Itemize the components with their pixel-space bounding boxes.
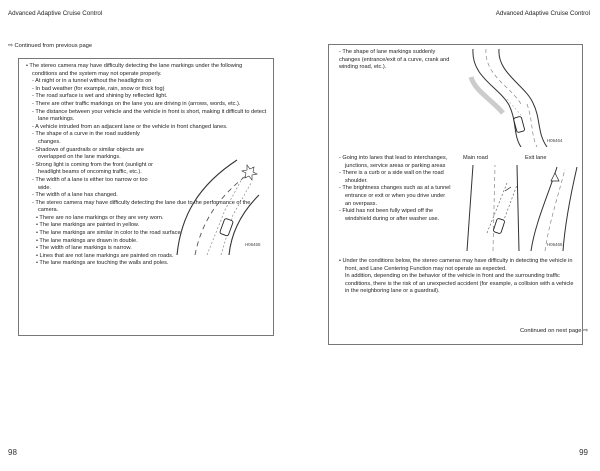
page-number-left: 98: [8, 448, 17, 457]
camera-sub-item: • The lane markings are similar in color to the road surface.: [36, 230, 183, 237]
left-notice-box: [18, 58, 274, 336]
page-number-right: 99: [579, 448, 588, 457]
figure-label-h06465: H06465: [245, 242, 261, 247]
winding-road-figure: [451, 47, 579, 147]
condition-item: - A vehicle intruded from an adjacent lane or the vehicle in front changed lanes.: [32, 123, 228, 130]
condition-item: - In bad weather (for example, rain, snow or thick fog): [32, 85, 165, 92]
right-notice-box: [328, 44, 583, 345]
continued-from-label: ⇨ Continued from previous page: [8, 43, 93, 49]
bottom-paragraph: [339, 258, 577, 296]
camera-sub-item: • The lane markings are drawn in double.: [36, 237, 138, 244]
condition-item: - The brightness changes such as at a tunnel entrance or exit or when you drive under an overpass.: [339, 185, 451, 207]
camera-sub-item: • The width of lane markings is narrow.: [36, 245, 132, 252]
bottom-para-2: In addition, depending on the behavior of the vehicle in front and the surrounding traffic conditions, there is the risk of an unexpected accident (for example, a collision with a vehicle in the neighboring lane or a guardrail).: [345, 273, 574, 295]
condition-item: - The width of a lane is either too narrow or too wide.: [32, 176, 148, 191]
camera-sub-item: • The lane markings are touching the walls and poles.: [36, 260, 169, 267]
camera-sub-item: • There are no lane markings or they are very worn.: [36, 214, 164, 221]
camera-item: - The stereo camera may have difficulty detecting the lane due to the performance of the camera.: [32, 199, 251, 214]
shape-item-text: - The shape of lane markings suddenly changes (entrance/exit of a curve, crank and winding road, etc.).: [339, 49, 450, 71]
camera-sub-item: • Lines that are not lane markings are painted on roads.: [36, 252, 174, 259]
condition-item: - Strong light is coming from the front (sunlight or headlight beams of oncoming traffic, etc.).: [32, 161, 153, 176]
left-narrow-items: [26, 131, 162, 199]
right-lower-items: [339, 155, 451, 223]
condition-item: - There are other traffic markings on the lane you are driving in (arrows, words, etc.).: [32, 100, 241, 107]
right-page-header: Advanced Adaptive Cruise Control: [495, 10, 590, 17]
condition-item: - Fluid has not been fully wiped off the windshield during or after washer use.: [339, 208, 440, 222]
figure-label-h06464: H06464: [547, 138, 563, 143]
condition-item: - There is a curb or a side wall on the road shoulder.: [339, 170, 444, 184]
left-page-header: Advanced Adaptive Cruise Control: [8, 10, 103, 17]
bottom-para-1: • Under the conditions below, the stereo cameras may have difficulty in detecting the vehicle in front, and Lane Centering Function may not operate as expected.: [339, 258, 573, 272]
condition-item: - Going into lanes that lead to interchanges, junctions, service areas or parking areas: [339, 155, 448, 169]
condition-item: - The distance between your vehicle and the vehicle in front is short, making it difficult to detect lane markings.: [32, 108, 267, 123]
exit-lane-label: Exit lane: [525, 155, 547, 161]
condition-item: - The road surface is wet and shining by reflected light.: [32, 93, 168, 100]
condition-item: - The shape of a curve in the road suddenly changes.: [32, 131, 140, 145]
continued-on-label: Continued on next page ⇨: [519, 328, 588, 334]
left-intro: • The stereo camera may have difficulty detecting the lane markings under the following conditions and the system may not operate properly.: [26, 63, 243, 77]
condition-item: - The width of a lane has changed.: [32, 192, 118, 199]
main-road-label: Main road: [463, 155, 488, 161]
exit-lane-figure: [459, 163, 579, 251]
camera-sub-item: • The lane markings are painted in yellow.: [36, 222, 140, 229]
condition-item: - Shadows of guardrails or similar objects are overlapped on the lane markings.: [32, 146, 144, 161]
figure-label-h06466: H06466: [547, 242, 563, 247]
left-full-items: [26, 78, 268, 131]
condition-item: - At night or in a tunnel without the headlights on: [32, 78, 152, 85]
